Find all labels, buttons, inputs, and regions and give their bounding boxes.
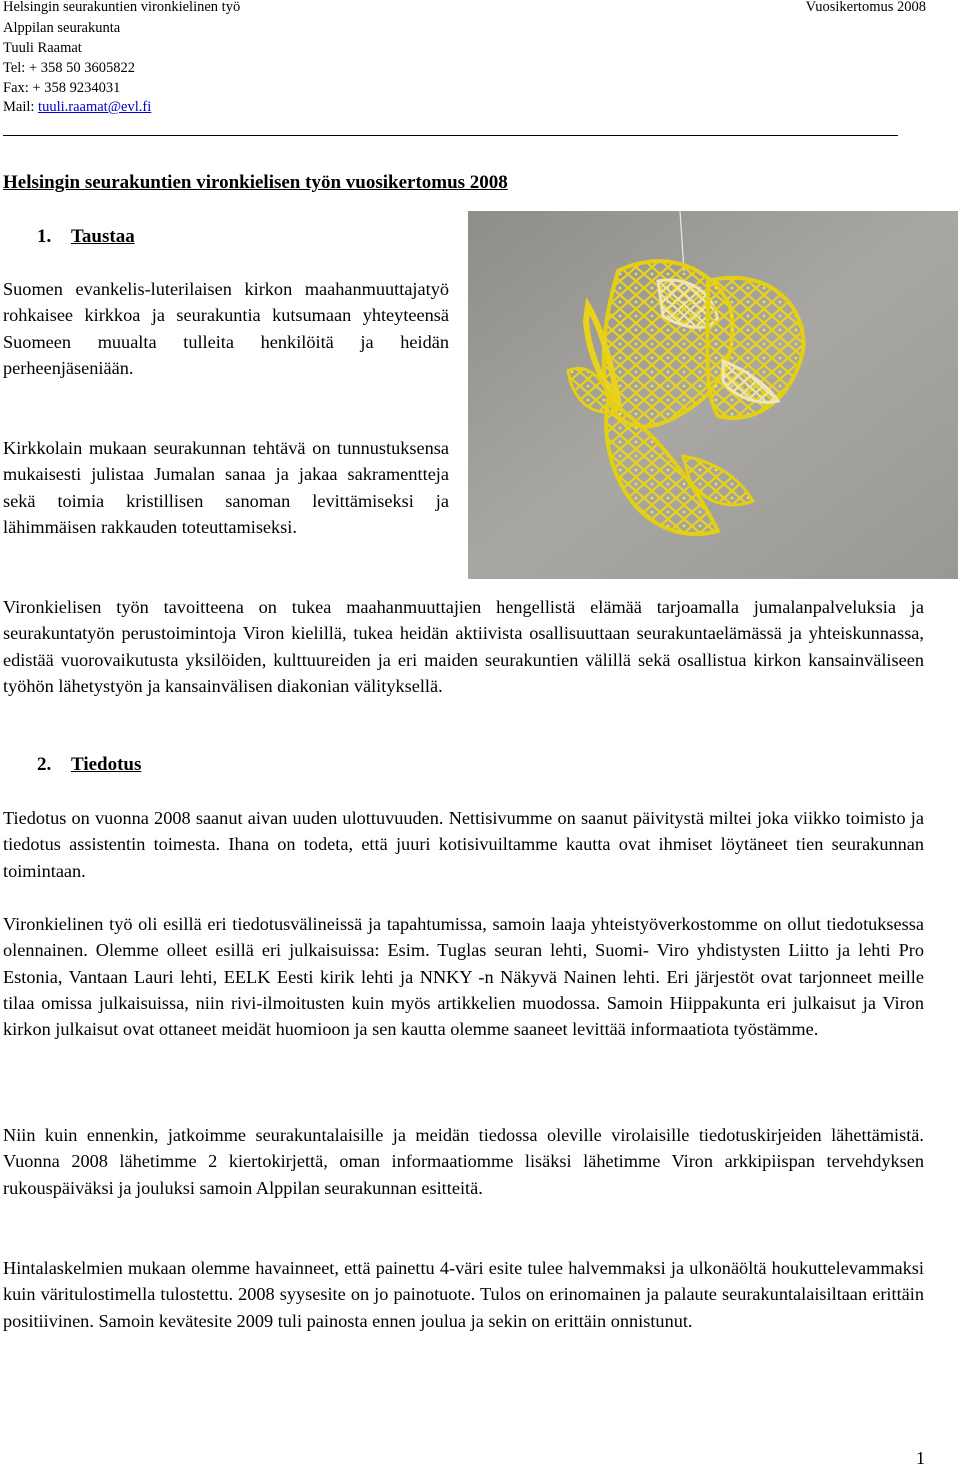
- paragraph-tiedotus-2: Vironkielinen työ oli esillä eri tiedotusvälineissä ja tapahtumissa, samoin laaja yhteistyöverkostomme on ollut tiedotuksessa olennainen. Olemme olleet esillä eri julkaisuissa: Esim. Tuglas seuran lehti, Suomi- Viro yhdistysten Liitto ja lehti Pro Estonia, Vantaan Lauri lehti, EELK Eesti kirik lehti ja NNKY -n Näkyvä Nainen lehti. Eri järjestöt ovat tarjonneet meille tilaa omissa julkaisuissa, niin rivi-ilmoitusten kuin myös artikkelien muodossa. Samoin Hiippakunta eri julkaisut ja Viron kirkon julkaisut ovat ottaneet meidät huomioon ja sen kautta olemme saaneet levittää informaatiota työstämme.: [3, 914, 924, 1040]
- page-number: 1: [916, 1448, 925, 1468]
- paragraph-tiedotus-1: Tiedotus on vuonna 2008 saanut aivan uuden ulottuvuuden. Nettisivumme on saanut päivitystä miltei joka viikko toimisto ja tiedotus assistentin toimesta. Ihana on todeta, että juuri kotisivuiltamme kautta ovat ihmiset löytäneet tien seurakunnan toimintaan.: [3, 808, 924, 881]
- section-label: Tiedotus: [71, 754, 142, 775]
- header-fax: Fax: + 358 9234031: [3, 80, 121, 96]
- section-heading-tiedotus: [37, 754, 141, 776]
- header-doc-name: Helsingin seurakuntien vironkielinen työ: [3, 0, 241, 15]
- header-person: Tuuli Raamat: [3, 40, 82, 56]
- header-report-label: Vuosikertomus 2008: [805, 0, 926, 15]
- section-label: Taustaa: [71, 226, 135, 247]
- header-mail: [3, 98, 151, 117]
- mail-link[interactable]: tuuli.raamat@evl.fi: [38, 99, 152, 115]
- header-parish: Alppilan seurakunta: [3, 20, 121, 36]
- section-number: 2.: [37, 754, 52, 775]
- lace-ornament-photo: [468, 211, 958, 579]
- section-number: 1.: [37, 226, 52, 247]
- document-title: Helsingin seurakuntien vironkielisen työn vuosikertomus 2008: [3, 172, 508, 193]
- mail-prefix: Mail:: [3, 99, 39, 115]
- paragraph-taustaa-3: Vironkielisen työn tavoitteena on tukea maahanmuuttajien hengellistä elämää tarjoamalla jumalanpalveluksia ja seurakuntatyön perustoimintoja Viron kielillä, tukea heidän aktiivista osallisuuttaan seurakuntaelämässä ja yhteiskunnassa, edistää vuorovaikutusta yksilöiden, kulttuureiden ja eri maiden seurakuntien välillä sekä osallistua kirkon kansainväliseen työhön lähetystyön ja kansainvälisen diakonian välityksellä.: [3, 597, 924, 696]
- paragraph-taustaa-2: Kirkkolain mukaan seurakunnan tehtävä on tunnustuksensa mukaisesti julistaa Jumalan sanaa ja jakaa sakramentteja sekä toimia kristillisen sanoman levittämiseksi ja lähimmäisen rakkauden toteuttamiseksi.: [3, 438, 449, 537]
- paragraph-tiedotus-4: Hintalaskelmien mukaan olemme havainneet, että painettu 4-väri esite tulee halvemmaksi ja ulkonäöltä houkuttelevammaksi kuin väritulostimella tulostettu. 2008 syysesite on jo painotuote. Tulos on erinomainen ja palaute seurakuntalaisiltaan erittäin positiivinen. Samoin kevätesite 2009 tuli painosta ennen joulua ja sekin on erittäin onnistunut.: [3, 1258, 924, 1331]
- header-tel: Tel: + 358 50 3605822: [3, 60, 136, 76]
- paragraph-tiedotus-3: Niin kuin ennenkin, jatkoimme seurakuntalaisille ja meidän tiedossa oleville virolaisille tiedotuskirjeiden lähettämistä. Vuonna 2008 lähetimme 2 kiertokirjettä, oman informaatiomme lisäksi lähetimme Viron arkkipiispan tervehdyksen rukouspäiväksi ja jouluksi samoin Alppilan seurakunnan esitteitä.: [3, 1125, 924, 1198]
- section-heading-taustaa: [37, 226, 135, 248]
- paragraph-taustaa-1: Suomen evankelis-luterilaisen kirkon maahanmuuttajatyö rohkaisee kirkkoa ja seurakuntia kutsumaan yhteyteensä Suomeen muualta tulleita henkilöitä ja heidän perheenjäseniään.: [3, 279, 449, 378]
- header-divider: [3, 135, 898, 136]
